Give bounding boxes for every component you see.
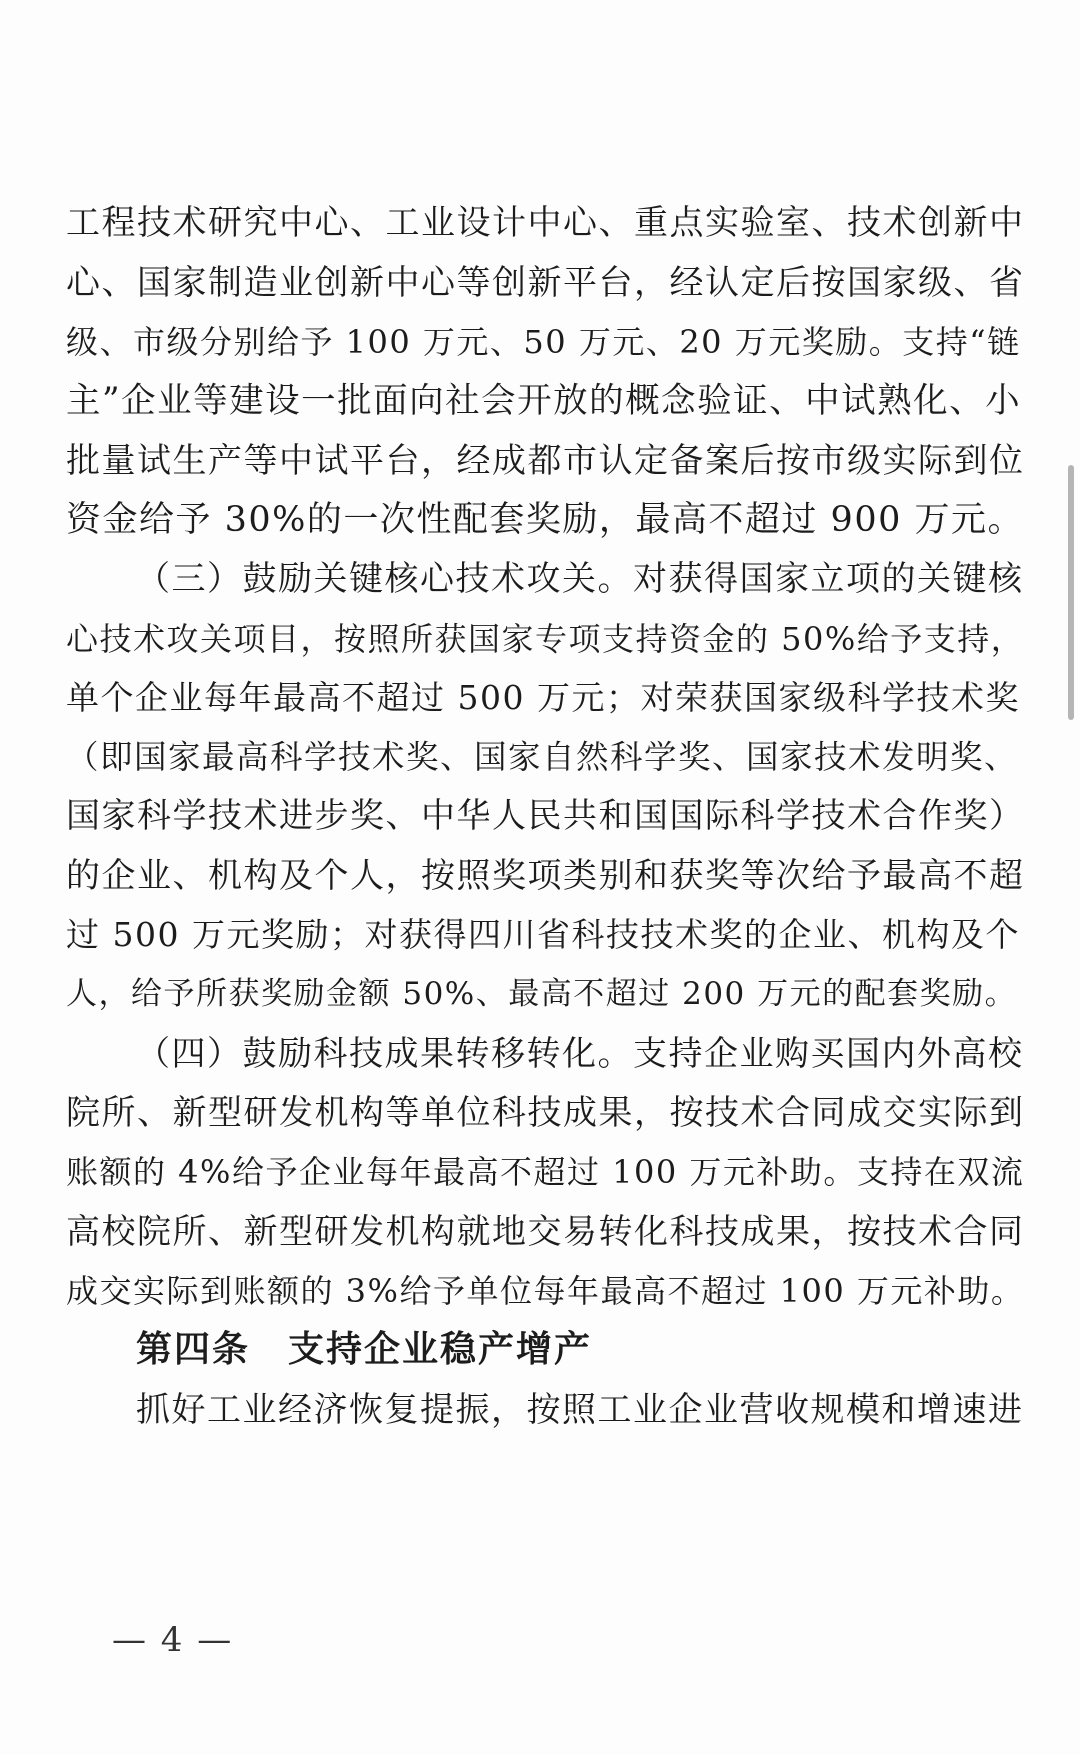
paragraph-line: 抓好工业经济恢复提振，按照工业企业营收规模和增速进: [136, 1390, 1024, 1430]
section-three-line: （三）鼓励关键核心技术攻关。对获得国家立项的关键核: [136, 559, 1024, 599]
paragraph-line: 心技术攻关项目，按照所获国家专项支持资金的 50%给予支持，: [66, 620, 1025, 658]
paragraph-line: 高校院所、新型研发机构就地交易转化科技成果，按技术合同: [66, 1212, 1025, 1252]
paragraph-line: 的企业、机构及个人，按照奖项类别和获奖等次给予最高不超: [66, 856, 1025, 896]
paragraph-line: 单个企业每年最高不超过 500 万元；对荣获国家级科学技术奖: [66, 678, 1020, 717]
paragraph-line: 批量试生产等中试平台，经成都市认定备案后按市级实际到位: [66, 441, 1025, 481]
paragraph-line: 资金给予 30%的一次性配套奖励，最高不超过 900 万元。: [66, 500, 1024, 540]
section-four-line: （四）鼓励科技成果转移转化。支持企业购买国内外高校: [136, 1034, 1024, 1074]
scrollbar-thumb[interactable]: [1068, 465, 1074, 720]
paragraph-line: 心、国家制造业创新中心等创新平台，经认定后按国家级、省: [66, 263, 1025, 303]
paragraph-line: 人，给予所获奖励金额 50%、最高不超过 200 万元的配套奖励。: [66, 976, 1018, 1012]
paragraph-line: （即国家最高科学技术奖、国家自然科学奖、国家技术发明奖、: [66, 738, 1019, 776]
paragraph-line: 主”企业等建设一批面向社会开放的概念验证、中试熟化、小: [66, 381, 1022, 421]
paragraph-line: 级、市级分别给予 100 万元、50 万元、20 万元奖励。支持“链: [66, 323, 1021, 361]
paragraph-line: 过 500 万元奖励；对获得四川省科技技术奖的企业、机构及个: [66, 915, 1020, 954]
paragraph-line: 成交实际到账额的 3%给予单位每年最高不超过 100 万元补助。: [66, 1272, 1025, 1310]
paragraph-line: 国家科学技术进步奖、中华人民共和国国际科学技术合作奖）: [66, 796, 1025, 836]
article-heading: 第四条 支持企业稳产增产: [136, 1329, 593, 1370]
paragraph-line: 工程技术研究中心、工业设计中心、重点实验室、技术创新中: [66, 203, 1025, 243]
paragraph-line: 账额的 4%给予企业每年最高不超过 100 万元补助。支持在双流: [66, 1153, 1025, 1191]
page-number: — 4 —: [112, 1620, 234, 1660]
paragraph-line: 院所、新型研发机构等单位科技成果，按技术合同成交实际到: [66, 1093, 1025, 1133]
